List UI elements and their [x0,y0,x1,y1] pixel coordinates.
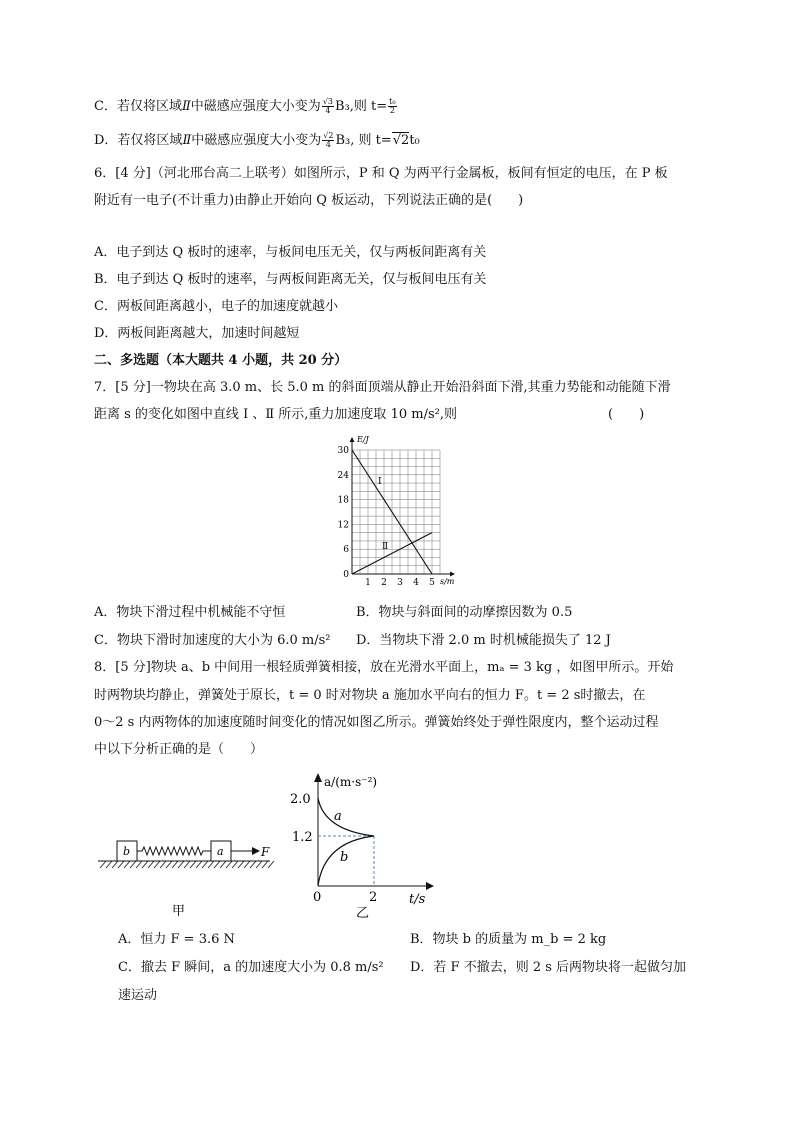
y-tick-label: 24 [337,470,349,481]
ground-hatch [154,861,160,868]
section-heading: 二、多选题（本大题共 4 小题，共 20 分） [94,353,348,368]
q8-stem-line3: 0～2 s 内两物体的加速度随时间变化的情况如图乙所示。弹簧始终处于弹性限度内，整个运动过程 [94,715,659,730]
ground-hatch [256,861,262,868]
chart-axes [350,437,456,577]
q7-answer-bracket: ( ) [608,407,645,422]
ground-hatch [220,861,226,868]
y-tick-2: 2.0 [290,792,311,807]
ground-hatch [202,861,208,868]
q8-option-d-cont: 速运动 [118,988,158,1003]
fig-jia-spring-blocks [92,830,282,930]
q8-option-c: C．撤去 F 瞬间，a 的加速度大小为 0.8 m/s² [118,960,384,975]
q7-option-c: C．物块下滑时加速度的大小为 6.0 m/s² [94,633,331,648]
x-tick-label: 5 [429,578,435,588]
chart-grid [352,450,440,574]
ground-hatch [112,861,118,868]
q7-option-d: D．当物块下滑 2.0 m 时机械能损失了 12 J [356,633,611,648]
q7-stem-line2: 距离 s 的变化如图中直线 Ⅰ 、Ⅱ 所示,重力加速度取 10 m/s²,则 [94,407,457,422]
q7-option-a: A．物块下滑过程中机械能不守恒 [94,605,286,620]
ground-hatch [196,861,202,868]
y-tick-label: 18 [337,495,349,506]
ground-hatch [118,861,124,868]
t-axis-arrow [426,882,434,890]
ground-hatch [238,861,244,868]
y-tick-label: 30 [337,446,349,456]
q8-stem-line2: 时两物块均静止，弹簧处于原长，t = 0 时对物块 a 施加水平向右的恒力 F。t = 2 s时撤去，在 [94,688,646,703]
q8-option-d: D．若 F 不撤去，则 2 s 后两物块将一起做匀加 [410,960,687,975]
y-tick-1-2: 1.2 [292,830,313,845]
x-tick-label: 1 [365,578,371,588]
a-axis-label: a/(m·s⁻²) [324,775,378,789]
ground-hatch [184,861,190,868]
block-a-label: a [217,845,224,858]
x-tick-2: 2 [369,890,378,905]
block-b-label: b [123,845,131,858]
x-tick-label: 3 [397,578,403,588]
ground-hatch [208,861,214,868]
x-tick-label: 4 [413,578,419,588]
ground-hatch [172,861,178,868]
ground-hatch [106,861,112,868]
q5-option-d: D．若仅将区域Ⅱ中磁感应强度大小变为 $\frac{√2}{4}$ B₃, 则 t=√2t₀ [94,131,420,149]
q7-stem-line1: 7．[5 分]一物块在高 3.0 m、长 5.0 m 的斜面顶端从静止开始沿斜面下滑,其重力势能和动能随下滑 [94,380,671,395]
y-tick-label: 0 [343,570,349,580]
ground-hatch [214,861,220,868]
curve-b-label: b [340,850,349,865]
ground-hatch [130,861,136,868]
fig-yi-caption: 乙 [356,906,370,920]
q8-stem-line1: 8．[5 分]物块 a、b 中间用一根轻质弹簧相接，放在光滑水平面上，mₐ = 3 kg ，如图甲所示。开始 [94,660,674,675]
q8-stem-line4: 中以下分析正确的是（ ） [94,742,264,757]
ground-hatch [100,861,106,868]
fig-yi-acceleration-graph [288,770,438,920]
curve-a [318,798,374,836]
q7-option-b: B．物块与斜面间的动摩擦因数为 0.5 [356,605,573,620]
line-label-1: Ⅰ [378,477,382,487]
q8-option-b: B．物块 b 的质量为 m_b = 2 kg [410,932,607,947]
ground-hatch [262,861,268,868]
q6-stem-line1: 6．[4 分]（河北邢台高二上联考）如图所示，P 和 Q 为两平行金属板，板间有恒定的电压，在 P 板 [94,166,668,181]
ground-hatch [226,861,232,868]
q6-option-a: A．电子到达 Q 板时的速率，与板间电压无关，仅与两板间距离有关 [94,245,487,260]
ground-hatch [160,861,166,868]
q6-option-d: D．两板间距离越大，加速时间越短 [94,326,300,341]
ground-hatch [142,861,148,868]
y-axis-label: E/J [357,435,369,444]
x-tick-label: 2 [381,578,387,588]
q8-option-a: A．恒力 F = 3.6 N [118,932,235,947]
y-tick-label: 6 [343,545,349,556]
q6-option-c: C．两板间距离越小，电子的加速度就越小 [94,299,338,314]
q7-energy-chart [330,432,460,592]
y-axis-arrow [350,437,355,442]
q5-option-c: C．若仅将区域Ⅱ中磁感应强度大小变为 $\frac{√3}{4}$ B₃,则 t= $\frac{\text{t₀}}{2}$ [94,97,396,115]
ground-hatch [136,861,142,868]
x-axis-arrow [450,572,455,577]
line-label-2: Ⅱ [382,542,389,552]
ground-hatch [166,861,172,868]
q6-stem-line2: 附近有一电子(不计重力)由静止开始向 Q 板运动，下列说法正确的是( ) [94,193,524,208]
ground-hatch [190,861,196,868]
ground-hatch [178,861,184,868]
ground-hatch [232,861,238,868]
ground-hatch [268,861,274,868]
fig-jia-caption: 甲 [172,904,186,919]
ground-hatch [250,861,256,868]
ground-hatch [148,861,154,868]
origin-label: 0 [313,890,322,905]
curve-a-label: a [334,809,342,824]
x-axis-label: s/m [440,577,455,586]
t-axis-label: t/s [409,892,426,907]
force-label: F [261,845,270,859]
force-arrow-head [252,847,260,855]
a-axis-arrow [314,773,322,782]
y-tick-label: 12 [337,520,349,531]
ground-hatch [244,861,250,868]
ground-hatch [124,861,130,868]
spring [137,847,211,855]
q6-option-b: B．电子到达 Q 板时的速率，与两板间距离无关，仅与板间电压有关 [94,272,487,287]
